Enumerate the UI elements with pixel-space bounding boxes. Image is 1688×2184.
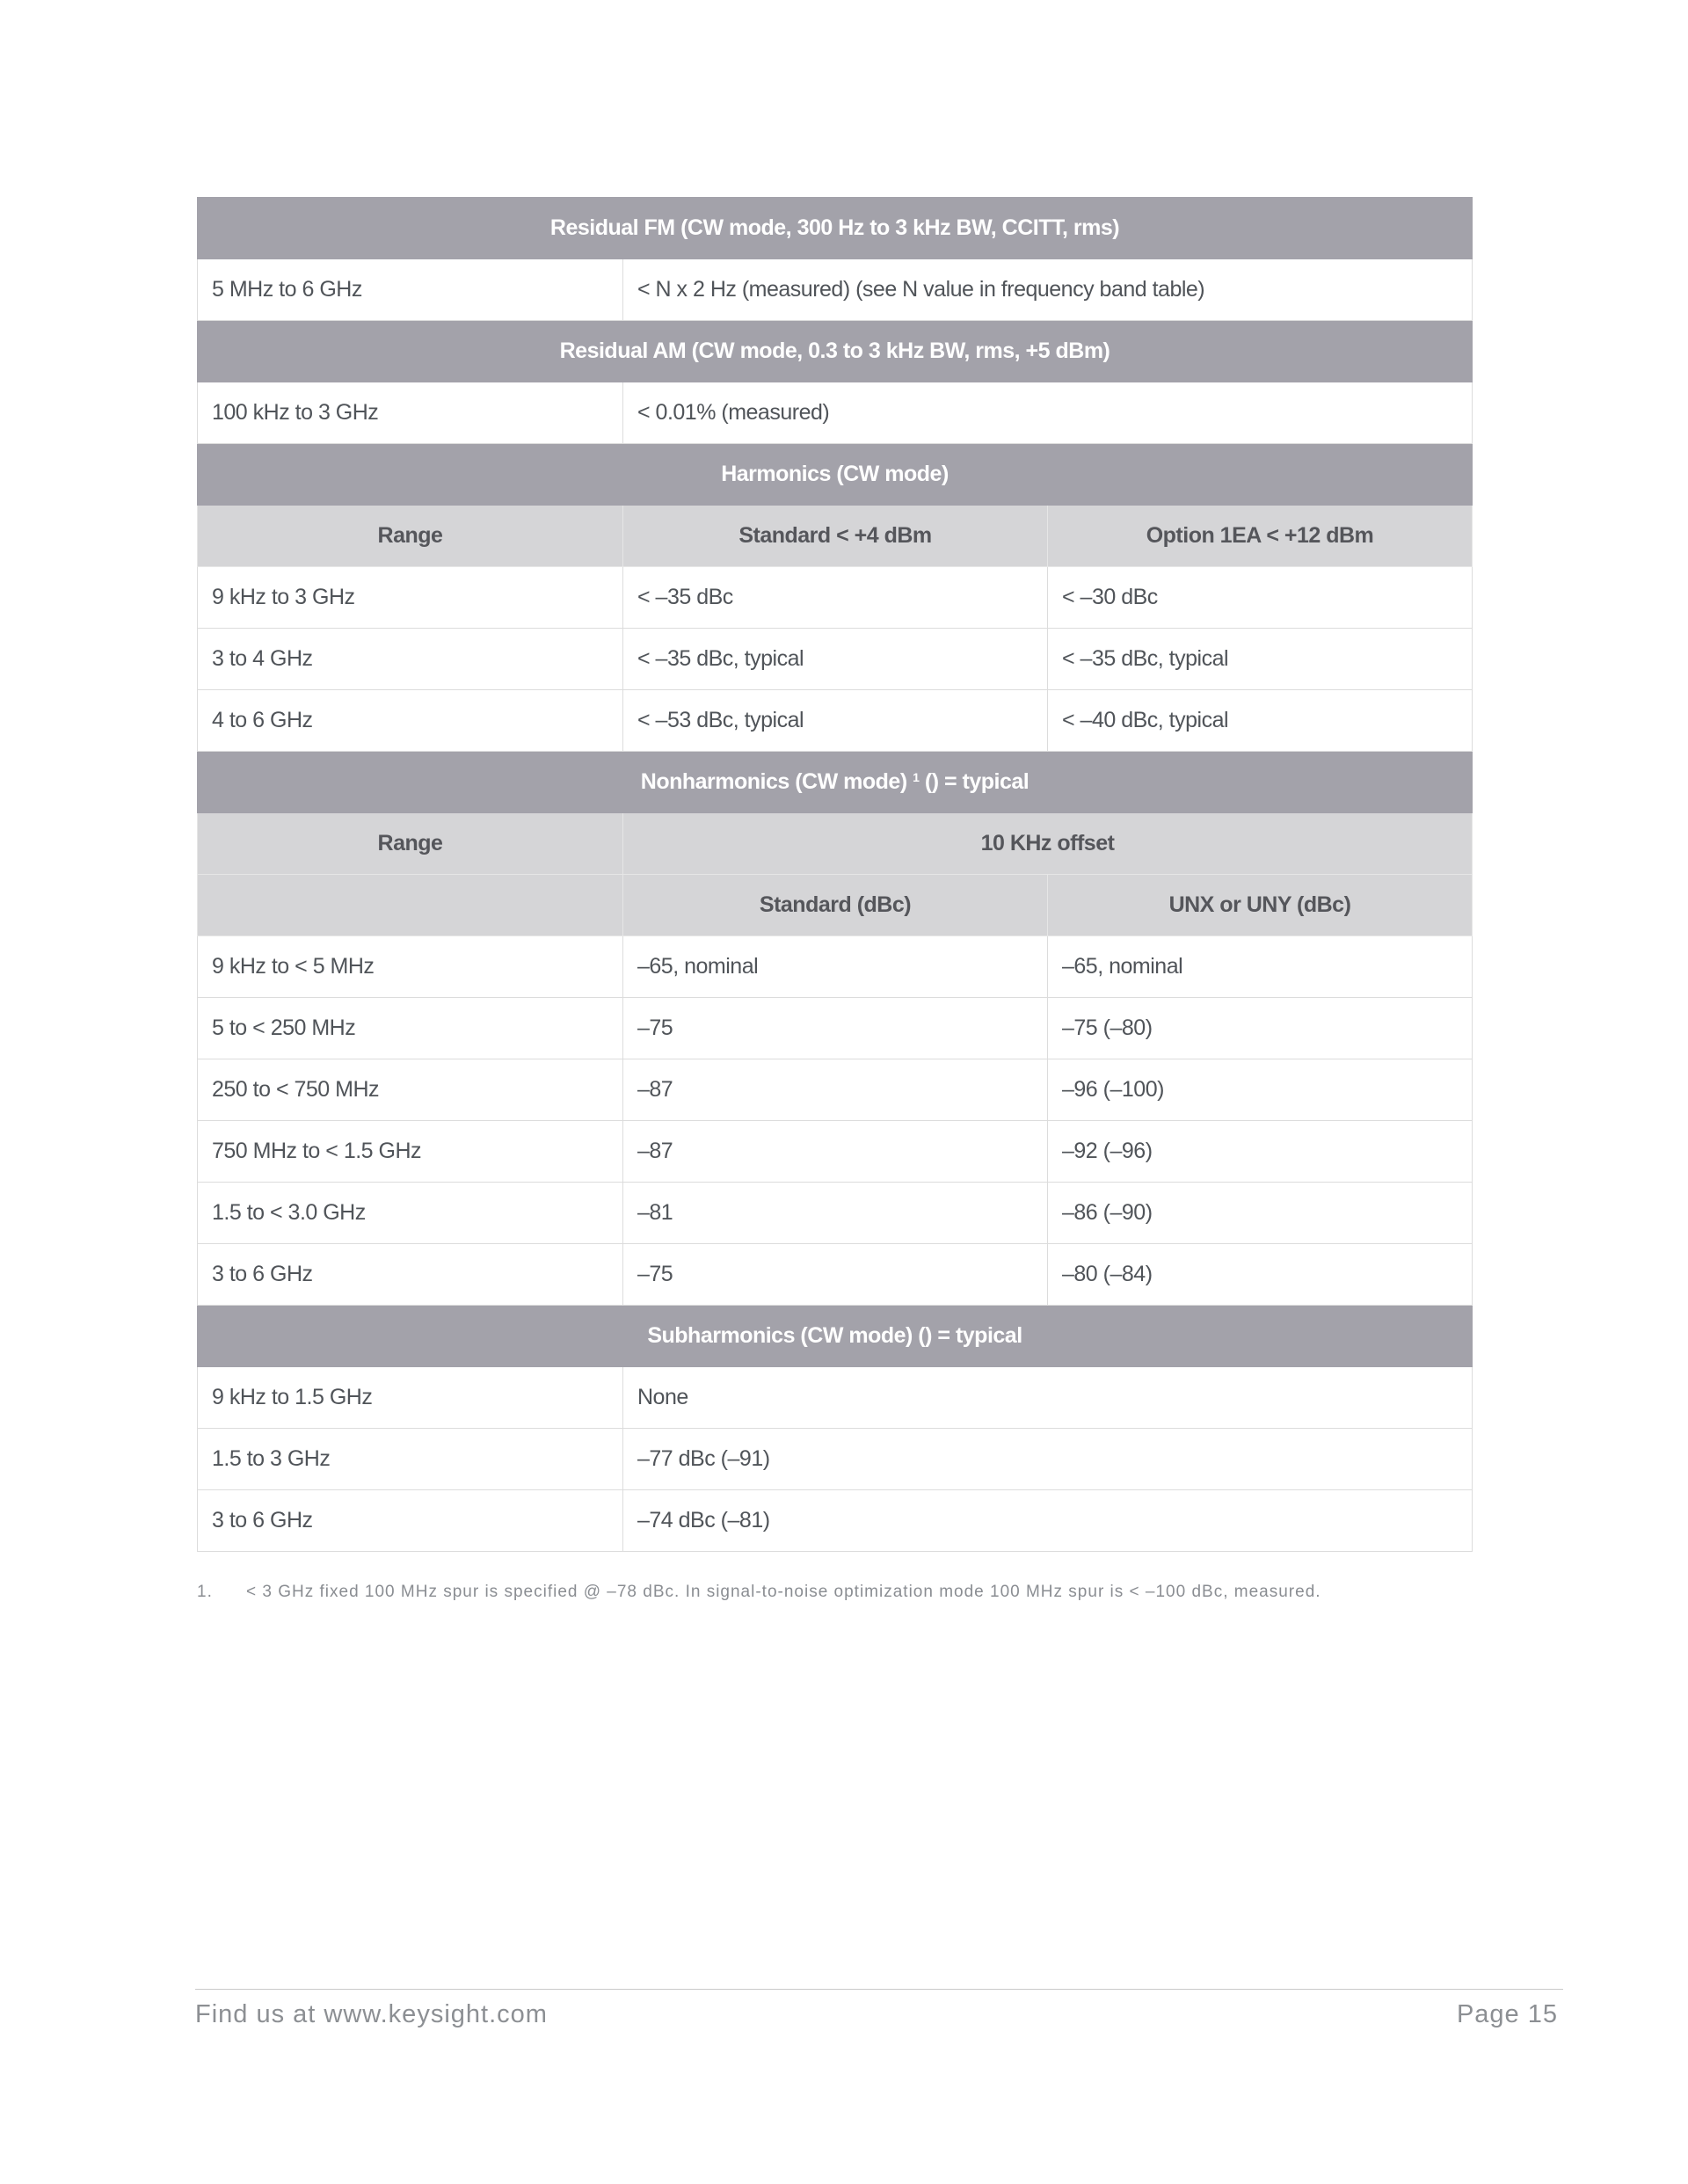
section-header-residual-fm — [198, 198, 1473, 259]
section-header-residual-am — [198, 321, 1473, 382]
column-header: Standard (dBc) — [623, 875, 1048, 936]
value-cell: –81 — [623, 1183, 1048, 1244]
section-title: Residual FM (CW mode, 300 Hz to 3 kHz BW, CCITT, rms) — [198, 198, 1473, 259]
range-cell: 250 to < 750 MHz — [198, 1059, 623, 1121]
value-cell: < N x 2 Hz (measured) (see N value in frequency band table) — [623, 259, 1473, 321]
table-row — [198, 1490, 1473, 1552]
table-row — [198, 690, 1473, 752]
range-cell: 3 to 6 GHz — [198, 1490, 623, 1552]
value-cell: < –40 dBc, typical — [1048, 690, 1473, 752]
range-cell: 9 kHz to 1.5 GHz — [198, 1367, 623, 1429]
value-cell: –65, nominal — [623, 936, 1048, 998]
value-cell: –75 (–80) — [1048, 998, 1473, 1059]
table-row — [198, 567, 1473, 629]
section-title: Residual AM (CW mode, 0.3 to 3 kHz BW, rms, +5 dBm) — [198, 321, 1473, 382]
column-header-row — [198, 813, 1473, 875]
value-cell: < 0.01% (measured) — [623, 382, 1473, 444]
footnote-ref: 1 — [913, 770, 920, 784]
value-cell: < –35 dBc, typical — [1048, 629, 1473, 690]
column-header: 10 KHz offset — [623, 813, 1473, 875]
range-cell: 9 kHz to < 5 MHz — [198, 936, 623, 998]
table-row — [198, 1059, 1473, 1121]
spec-table — [197, 197, 1473, 1552]
value-cell: –74 dBc (–81) — [623, 1490, 1473, 1552]
value-cell: –75 — [623, 1244, 1048, 1306]
range-cell: 4 to 6 GHz — [198, 690, 623, 752]
column-header-empty — [198, 875, 623, 936]
footer-divider — [195, 1989, 1563, 1990]
range-cell: 1.5 to 3 GHz — [198, 1429, 623, 1490]
value-cell: –92 (–96) — [1048, 1121, 1473, 1183]
table-row — [198, 1121, 1473, 1183]
section-title-suffix: () = typical — [924, 769, 1030, 794]
value-cell: < –53 dBc, typical — [623, 690, 1048, 752]
value-cell: –87 — [623, 1059, 1048, 1121]
section-title: Subharmonics (CW mode) () = typical — [198, 1306, 1473, 1367]
column-header: Range — [198, 813, 623, 875]
value-cell: –80 (–84) — [1048, 1244, 1473, 1306]
column-header-row — [198, 506, 1473, 567]
table-row — [198, 629, 1473, 690]
value-cell: < –35 dBc, typical — [623, 629, 1048, 690]
value-cell: –77 dBc (–91) — [623, 1429, 1473, 1490]
range-cell: 3 to 4 GHz — [198, 629, 623, 690]
table-row — [198, 1429, 1473, 1490]
section-header-subharmonics — [198, 1306, 1473, 1367]
value-cell: –65, nominal — [1048, 936, 1473, 998]
value-cell: –96 (–100) — [1048, 1059, 1473, 1121]
table-row — [198, 936, 1473, 998]
column-header: Range — [198, 506, 623, 567]
value-cell: < –35 dBc — [623, 567, 1048, 629]
footnote-number: 1. — [197, 1583, 213, 1601]
section-header-harmonics — [198, 444, 1473, 506]
range-cell: 5 MHz to 6 GHz — [198, 259, 623, 321]
column-subheader-row — [198, 875, 1473, 936]
footer-website: Find us at www.keysight.com — [195, 2000, 548, 2028]
footnote — [197, 1583, 1516, 1602]
page-number: Page 15 — [1456, 2000, 1558, 2028]
range-cell: 100 kHz to 3 GHz — [198, 382, 623, 444]
range-cell: 750 MHz to < 1.5 GHz — [198, 1121, 623, 1183]
table-row — [198, 998, 1473, 1059]
column-header: UNX or UNY (dBc) — [1048, 875, 1473, 936]
value-cell: None — [623, 1367, 1473, 1429]
range-cell: 1.5 to < 3.0 GHz — [198, 1183, 623, 1244]
value-cell: –86 (–90) — [1048, 1183, 1473, 1244]
range-cell: 9 kHz to 3 GHz — [198, 567, 623, 629]
table-row — [198, 382, 1473, 444]
range-cell: 5 to < 250 MHz — [198, 998, 623, 1059]
table-row — [198, 1367, 1473, 1429]
table-row — [198, 1244, 1473, 1306]
range-cell: 3 to 6 GHz — [198, 1244, 623, 1306]
table-row — [198, 259, 1473, 321]
table-row — [198, 1183, 1473, 1244]
column-header: Option 1EA < +12 dBm — [1048, 506, 1473, 567]
section-title-text: Nonharmonics (CW mode) — [640, 769, 907, 794]
column-header: Standard < +4 dBm — [623, 506, 1048, 567]
value-cell: –87 — [623, 1121, 1048, 1183]
value-cell: < –30 dBc — [1048, 567, 1473, 629]
footnote-text: < 3 GHz fixed 100 MHz spur is specified @ –78 dBc. In signal-to-noise optimization mode 100 MHz spur is < –100 dBc, measured. — [246, 1583, 1321, 1601]
section-title — [198, 752, 1473, 813]
section-header-nonharmonics — [198, 752, 1473, 813]
section-title: Harmonics (CW mode) — [198, 444, 1473, 506]
value-cell: –75 — [623, 998, 1048, 1059]
